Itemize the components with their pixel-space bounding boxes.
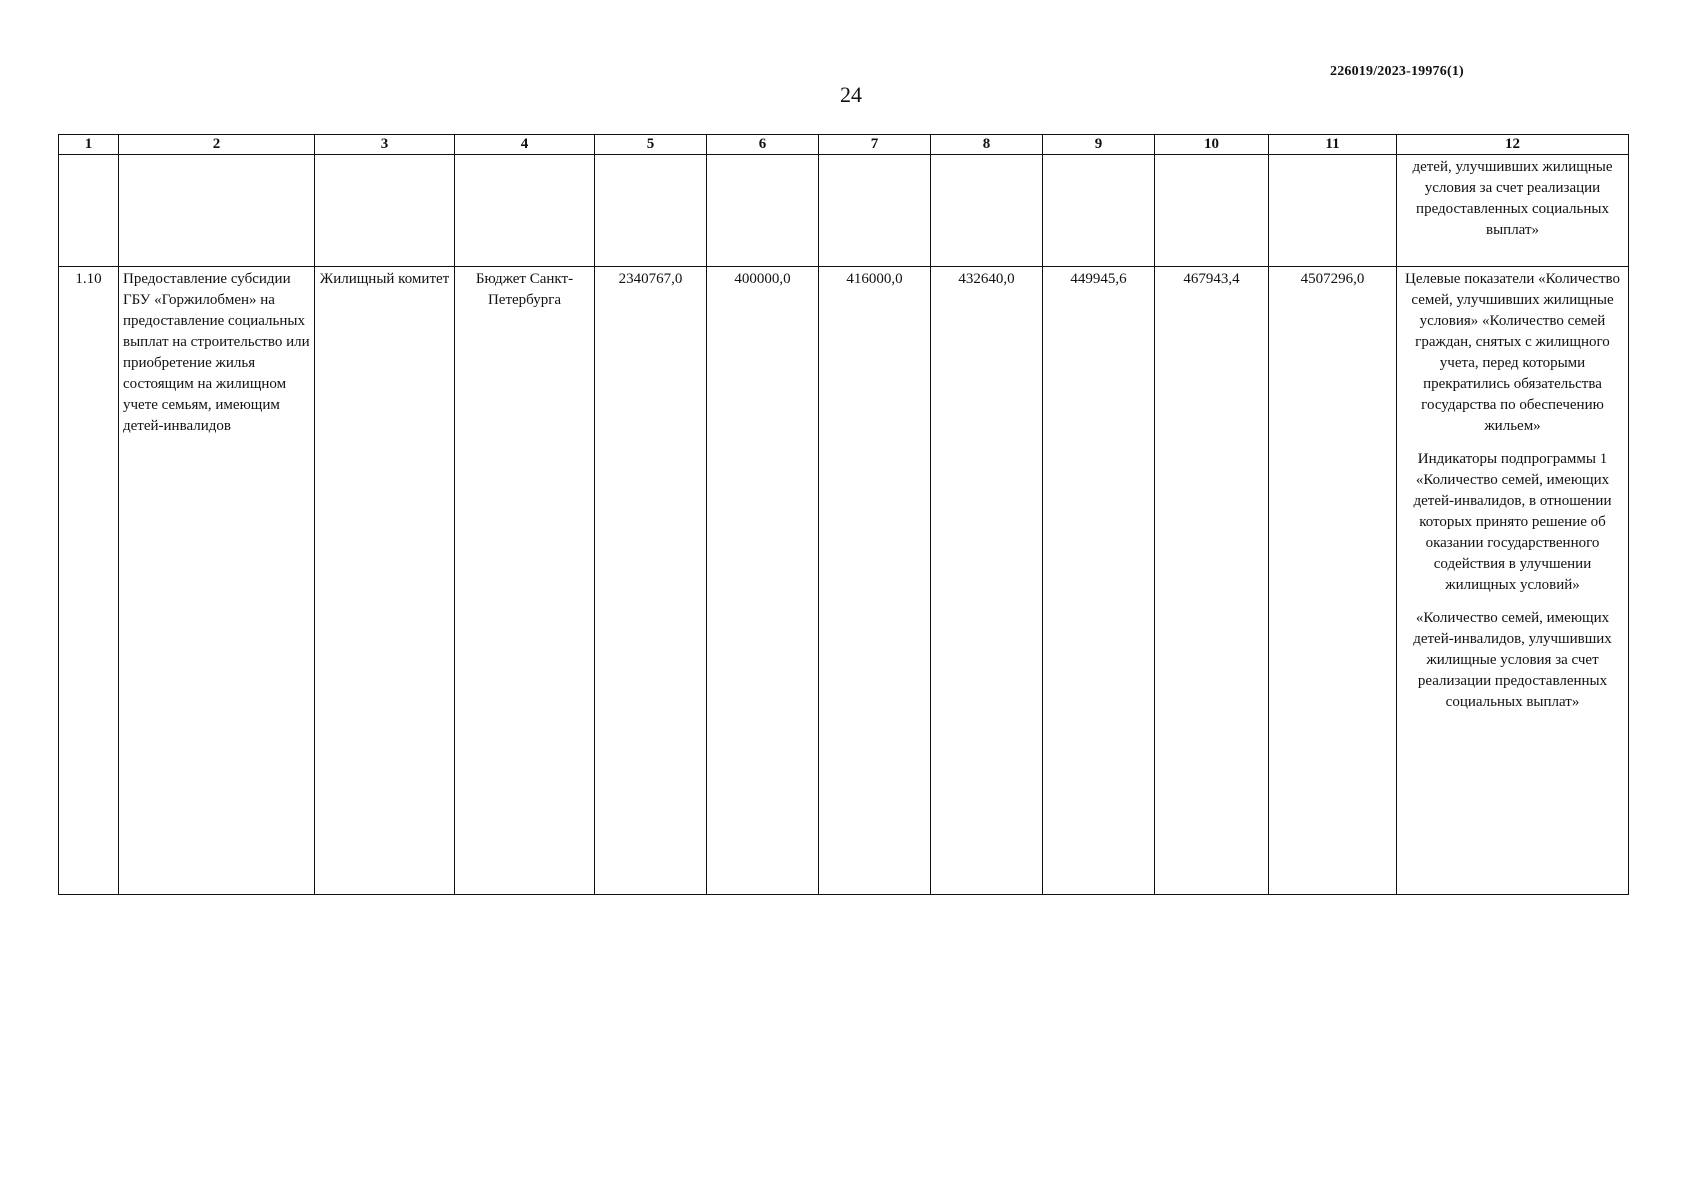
column-number: 3 bbox=[315, 135, 455, 155]
row-year-4: 449945,6 bbox=[1043, 267, 1155, 895]
row-description: Предоставление субсидии ГБУ «Горжилобмен» на предоставление социальных выплат на строительство или приобретение жилья состоящим на жилищном учете семьям, имеющим детей-инвалидов bbox=[119, 267, 315, 895]
column-number-row bbox=[59, 135, 1629, 155]
empty-cell bbox=[1043, 155, 1155, 267]
page-number: 24 bbox=[840, 82, 862, 107]
continuation-row bbox=[59, 155, 1629, 267]
empty-cell bbox=[707, 155, 819, 267]
column-number: 11 bbox=[1269, 135, 1397, 155]
column-number: 8 bbox=[931, 135, 1043, 155]
row-funding-source: Бюджет Санкт-Петербурга bbox=[455, 267, 595, 895]
subprogram-indicators: Индикаторы подпрограммы 1 «Количество семей, имеющих детей-инвалидов, в отношении которых принято решение об оказании государственного содействия в улучшении жилищных условий» bbox=[1413, 451, 1612, 593]
column-number: 7 bbox=[819, 135, 931, 155]
row-number: 1.10 bbox=[59, 267, 119, 895]
column-number: 6 bbox=[707, 135, 819, 155]
program-table bbox=[58, 134, 1629, 895]
row-total: 2340767,0 bbox=[595, 267, 707, 895]
column-number: 1 bbox=[59, 135, 119, 155]
empty-cell bbox=[1155, 155, 1269, 267]
row-executor: Жилищный комитет bbox=[315, 267, 455, 895]
row-year-5: 467943,4 bbox=[1155, 267, 1269, 895]
empty-cell bbox=[819, 155, 931, 267]
row-year-2: 416000,0 bbox=[819, 267, 931, 895]
empty-cell bbox=[315, 155, 455, 267]
row-indicators bbox=[1397, 267, 1629, 895]
column-number: 12 bbox=[1397, 135, 1629, 155]
column-number: 9 bbox=[1043, 135, 1155, 155]
column-number: 10 bbox=[1155, 135, 1269, 155]
column-number: 4 bbox=[455, 135, 595, 155]
table-row bbox=[59, 267, 1629, 895]
row-year-3: 432640,0 bbox=[931, 267, 1043, 895]
empty-cell bbox=[1269, 155, 1397, 267]
continuation-text: детей, улучшивших жилищные условия за счет реализации предоставленных социальных выплат» bbox=[1397, 155, 1629, 267]
document-number: 226019/2023-19976(1) bbox=[1330, 64, 1464, 79]
target-indicators: Целевые показатели «Количество семей, улучшивших жилищные условия» «Количество семей граждан, снятых с жилищного учета, перед которыми прекратились обязательства государства по обеспечению жильем» bbox=[1405, 271, 1620, 434]
row-year-6: 4507296,0 bbox=[1269, 267, 1397, 895]
empty-cell bbox=[455, 155, 595, 267]
column-number: 2 bbox=[119, 135, 315, 155]
empty-cell bbox=[59, 155, 119, 267]
row-year-1: 400000,0 bbox=[707, 267, 819, 895]
column-number: 5 bbox=[595, 135, 707, 155]
empty-cell bbox=[595, 155, 707, 267]
empty-cell bbox=[931, 155, 1043, 267]
empty-cell bbox=[119, 155, 315, 267]
subprogram-indicator-2: «Количество семей, имеющих детей-инвалидов, улучшивших жилищные условия за счет реализации предоставленных социальных выплат» bbox=[1413, 610, 1612, 710]
